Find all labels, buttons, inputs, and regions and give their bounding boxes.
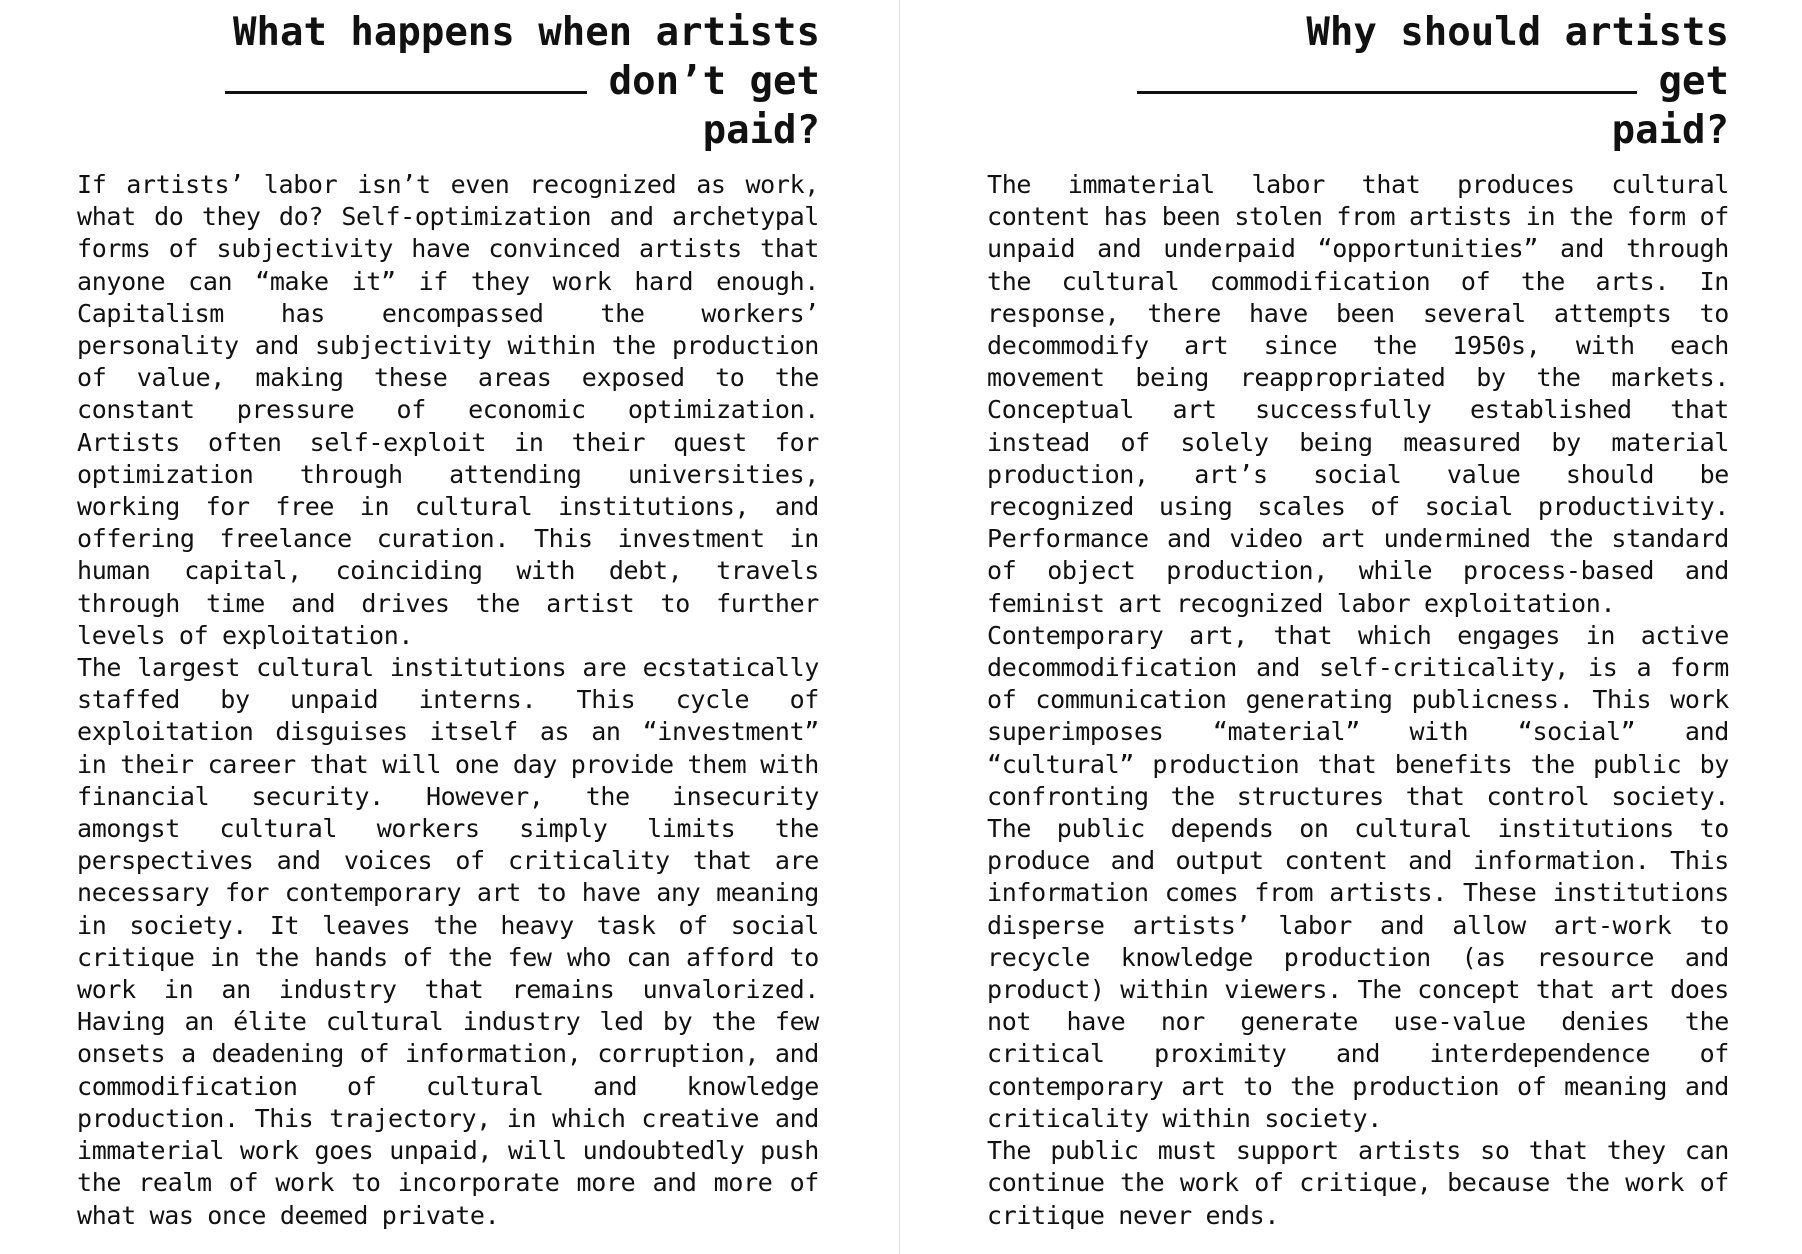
paragraph: The public must support artists so that they can continue the work of critique, because the work of critique never ends. (987, 1136, 1729, 1230)
left-heading-line2: don’t get paid? (608, 59, 820, 153)
right-page (901, 0, 1802, 1254)
paragraph: If artists’ labor isn’t even recognized as work, what do they do? Self-optimization and archetypal forms of subjectivity have convinced artists that anyone can “make it” if they work hard enough. Capitalism has encompassed the workers’ personality and subjectivity within the production of value, making these areas exposed to the constant pressure of economic optimization. Artists often self-exploit in their quest for optimization through attending universities, working for free in cultural institutions, and offering freelance curation. This investment in human capital, coinciding with debt, travels through time and drives the artist to further levels of exploitation. (77, 170, 819, 650)
left-heading (92, 8, 820, 155)
paragraph: The immaterial labor that produces cultural content has been stolen from artists in the form of unpaid and underpaid “opportunities” and through the cultural commodification of the arts. In response, there have been several attempts to decommodify art since the 1950s, with each movement being reappropriated by the markets. Conceptual art successfully established that instead of solely being measured by material production, art’s social value should be recognized using scales of social productivity. Performance and video art undermined the standard of object production, while process-based and feminist art recognized labor exploitation. (987, 170, 1729, 618)
right-heading-line2: get paid? (1611, 59, 1729, 153)
left-heading-line1: What happens when artists (233, 10, 820, 55)
left-page (0, 0, 900, 1254)
right-heading (1001, 8, 1729, 155)
paragraph: The largest cultural institutions are ecstatically staffed by unpaid interns. This cycle of exploitation disguises itself as an “investment” in their career that will one day provide them with financial security. However, the insecurity amongst cultural workers simply limits the perspectives and voices of criticality that are necessary for contemporary art to have any meaning in society. It leaves the heavy task of social critique in the hands of the few who can afford to work in an industry that remains unvalorized. Having an élite cultural industry led by the few onsets a deadening of information, corruption, and commodification of cultural and knowledge production. This trajectory, in which creative and immaterial work goes unpaid, will undoubtedly push the realm of work to incorporate more and more of what was once deemed private. (77, 653, 819, 1230)
right-heading-line1: Why should artists (1306, 10, 1729, 55)
left-body-text (77, 169, 819, 1232)
right-body-text (987, 169, 1729, 1232)
fill-in-blank-line (1137, 81, 1637, 94)
paragraph: Contemporary art, that which engages in active decommodification and self-criticality, is a form of communication generating publicness. This work superimposes “material” with “social” and “cultural” production that benefits the public by confronting the structures that control society. The public depends on cultural institutions to produce and output content and information. This information comes from artists. These institutions disperse artists’ labor and allow art-work to recycle knowledge production (as resource and product) within viewers. The concept that art does not have nor generate use-value denies the critical proximity and interdependence of contemporary art to the production of meaning and criticality within society. (987, 620, 1729, 1133)
fill-in-blank-line (225, 81, 587, 94)
